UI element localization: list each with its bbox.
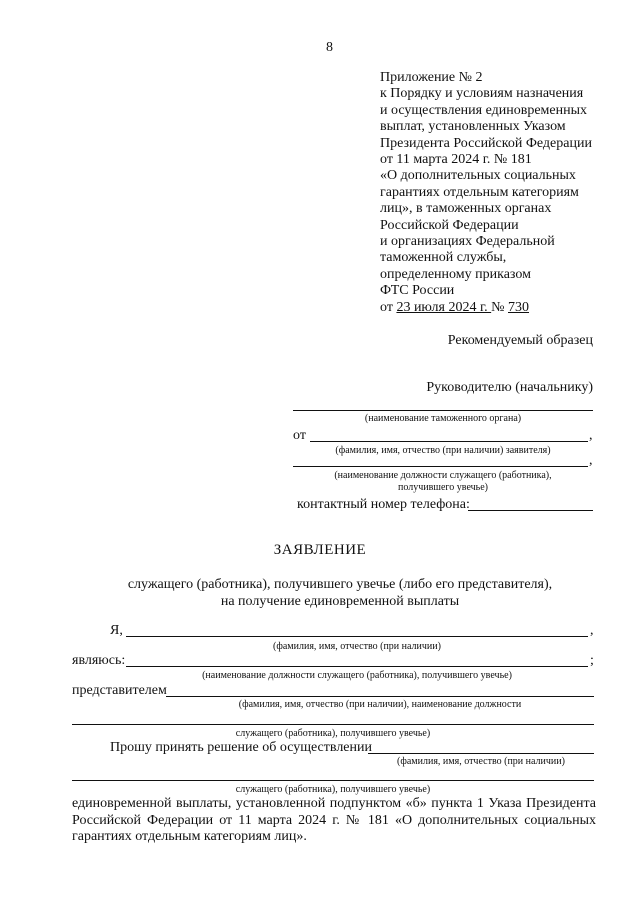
paragraph-line: Российской Федерации от 11 марта 2024 г. № 181 «О дополнительных социальных <box>72 812 596 828</box>
appendix-line: выплат, установленных Указом <box>380 119 566 135</box>
appendix-line: ФТС России <box>380 283 455 299</box>
request-name-field-2[interactable] <box>72 780 594 781</box>
semicolon: ; <box>590 653 594 668</box>
request-name-caption-2: служащего (работника), получившего увечье) <box>235 784 431 795</box>
being-position-caption: (наименование должности служащего (работника), получившего увечье) <box>202 670 512 681</box>
position-caption: (наименование должности служащего (работника), <box>334 470 552 481</box>
phone-label: контактный номер телефона: <box>297 497 470 512</box>
i-label: Я, <box>110 623 123 638</box>
sample-label: Рекомендуемый образец <box>447 333 593 348</box>
order-prefix: от <box>380 299 393 315</box>
appendix-line: и осуществления единовременных <box>380 102 588 118</box>
appendix-line: гарантиях отдельным категориям <box>380 184 579 200</box>
appendix-line: к Порядку и условиям назначения <box>380 86 584 102</box>
document-subtitle <box>70 576 610 610</box>
appendix-line: таможенной службы, <box>380 250 507 266</box>
appendix-block <box>380 70 620 316</box>
subtitle-line: служащего (работника), получившего увечье (либо его представителя), <box>127 577 553 592</box>
position-caption-2: получившего увечье) <box>397 482 488 493</box>
representative-field-2[interactable] <box>72 724 594 725</box>
request-name-field[interactable] <box>368 753 594 754</box>
phone-field[interactable] <box>468 510 593 511</box>
applicant-position-line[interactable] <box>293 466 588 467</box>
customs-authority-line[interactable] <box>293 410 593 411</box>
appendix-line: от 11 марта 2024 г. № 181 <box>380 152 532 168</box>
appendix-line: Президента Российской Федерации <box>380 135 592 151</box>
representative-label: представителем <box>72 683 167 698</box>
applicant-name-caption: (фамилия, имя, отчество (при наличии) заявителя) <box>335 445 551 456</box>
from-label: от <box>293 428 306 443</box>
representative-caption-2: служащего (работника), получившего увечье) <box>235 728 431 739</box>
comma: , <box>589 428 593 443</box>
body-paragraph <box>72 796 596 846</box>
appendix-line: и организациях Федеральной <box>380 234 555 250</box>
being-position-field[interactable] <box>126 666 588 667</box>
appendix-line: Приложение № 2 <box>380 70 483 85</box>
being-label: являюсь: <box>72 653 126 668</box>
representative-caption: (фамилия, имя, отчество (при наличии), наименование должности <box>238 699 522 710</box>
full-name-caption: (фамилия, имя, отчество (при наличии) <box>273 641 441 652</box>
representative-field[interactable] <box>166 696 594 697</box>
request-name-caption: (фамилия, имя, отчество (при наличии) <box>397 756 565 767</box>
order-number: 730 <box>508 299 529 315</box>
full-name-field[interactable] <box>126 636 588 637</box>
paragraph-line: гарантиях отдельным категориям лиц». <box>72 829 307 844</box>
subtitle-line: на получение единовременной выплаты <box>220 594 460 609</box>
order-number-label: № <box>491 299 505 315</box>
order-date: 23 июля 2024 г. <box>396 299 492 315</box>
comma: , <box>589 453 593 468</box>
order-line <box>380 300 620 316</box>
appendix-line: «О дополнительных социальных <box>380 168 576 184</box>
request-label: Прошу принять решение об осуществлении <box>110 740 372 755</box>
appendix-line: определенному приказом <box>380 266 531 282</box>
customs-authority-caption: (наименование таможенного органа) <box>364 413 522 424</box>
comma: , <box>590 623 594 638</box>
page-number: 8 <box>326 40 333 55</box>
applicant-name-line[interactable] <box>310 441 588 442</box>
appendix-line: Российской Федерации <box>380 217 519 233</box>
appendix-line: лиц», в таможенных органах <box>380 201 552 217</box>
paragraph-line: единовременной выплаты, установленной подпунктом «б» пункта 1 Указа Президента <box>72 796 596 811</box>
addressee-heading: Руководителю (начальнику) <box>426 380 593 395</box>
document-title: ЗАЯВЛЕНИЕ <box>273 542 367 558</box>
